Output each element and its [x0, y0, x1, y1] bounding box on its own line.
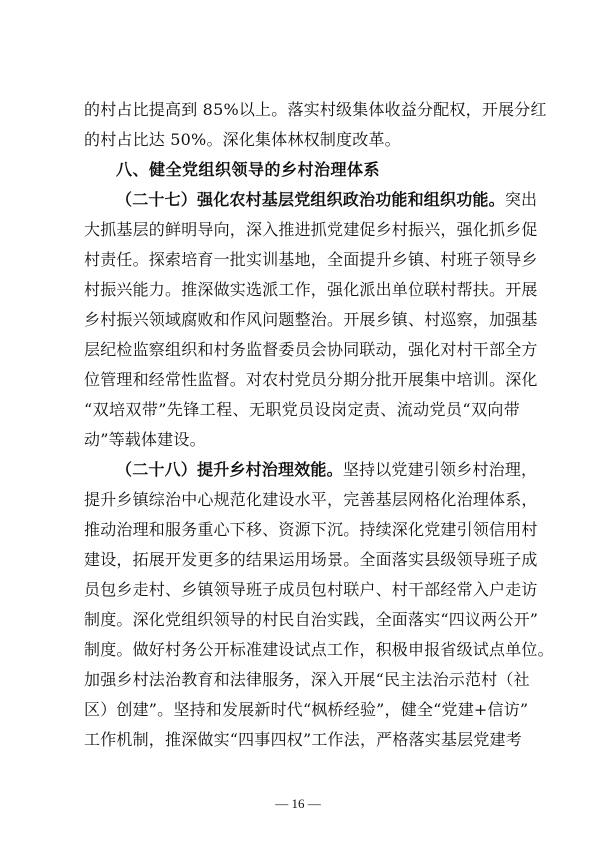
body-text-line: 建设，拓展开发更多的结果运用场景。全面落实县级领导班子成 [84, 550, 538, 569]
body-text-line: 村振兴能力。推深做实选派工作，强化派出单位联村帮扶。开展 [84, 280, 538, 299]
body-text-line: 的村占比提高到 85%以上。落实村级集体收益分配权，开展分红 [84, 100, 547, 119]
body-text-line: 工作机制，推深做实“四事四权”工作法，严格落实基层党建考 [84, 730, 522, 749]
body-text-line: 大抓基层的鲜明导向，深入推进抓党建促乡村振兴，强化抓乡促 [84, 220, 538, 239]
body-text-line: 动”等载体建设。 [84, 430, 206, 449]
body-text-line: 区）创建”。坚持和发展新时代“枫桥经验”，健全“党建+信访” [84, 700, 529, 719]
page-number: — 16 — [275, 796, 321, 811]
paragraph-title: （二十七）强化农村基层党组织政治功能和组织功能。 [116, 190, 505, 209]
section-heading: 八、健全党组织领导的乡村治理体系 [116, 160, 381, 179]
body-text-line: “双培双带”先锋工程、无职党员设岗定责、流动党员“双向带 [84, 400, 520, 419]
body-text-line: 层纪检监察组织和村务监督委员会协同联动，强化对村干部全方 [84, 340, 538, 359]
body-text-line: 加强乡村法治教育和法律服务，深入开展“民主法治示范村（社 [84, 670, 530, 689]
body-text-line: 提升乡镇综治中心规范化建设水平，完善基层网格化治理体系， [84, 490, 538, 509]
body-text-line: 位管理和经常性监督。对农村党员分期分批开展集中培训。深化 [84, 370, 538, 389]
paragraph-lead-line [116, 460, 538, 480]
body-text-line: 员包乡走村、乡镇领导班子成员包村联户、村干部经常入户走访 [84, 580, 538, 599]
body-text-line: 推动治理和服务重心下移、资源下沉。持续深化党建引领信用村 [84, 520, 538, 539]
paragraph-title: （二十八）提升乡村治理效能。 [116, 460, 343, 479]
paragraph-lead-line [116, 190, 538, 210]
body-text-line: 乡村振兴领域腐败和作风问题整治。开展乡镇、村巡察，加强基 [84, 310, 538, 329]
paragraph-text: 突出 [504, 190, 538, 209]
body-text-line: 的村占比达 50%。深化集体林权制度改革。 [84, 130, 401, 149]
body-text-line: 村责任。探索培育一批实训基地，全面提升乡镇、村班子领导乡 [84, 250, 538, 269]
body-text-line: 制度。做好村务公开标准建设试点工作，积极申报省级试点单位。 [84, 640, 554, 659]
body-text-line: 制度。深化党组织领导的村民自治实践，全面落实“四议两公开” [84, 610, 539, 629]
paragraph-text: 坚持以党建引领乡村治理， [342, 460, 538, 479]
